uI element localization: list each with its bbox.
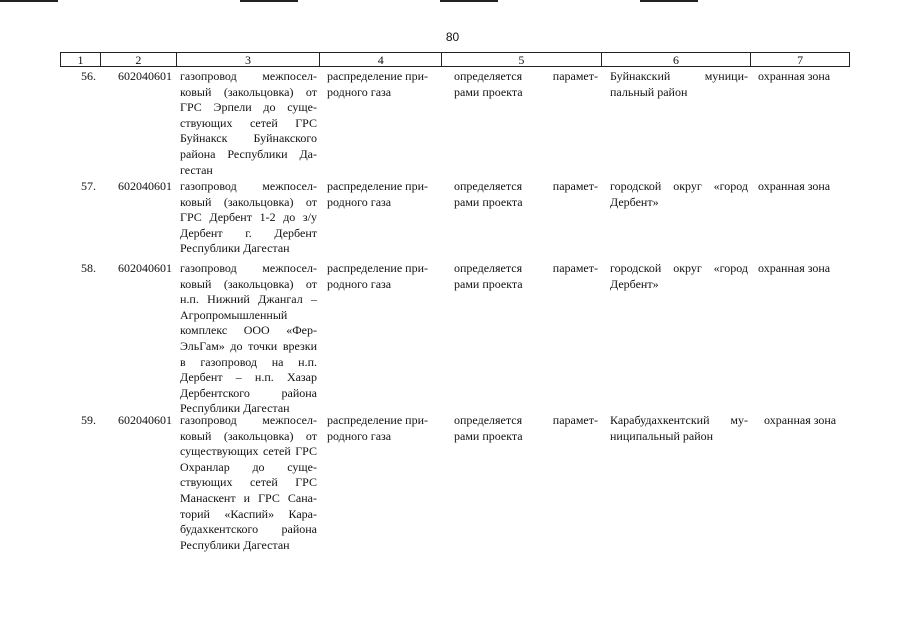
purpose-line-2: родного газа (327, 194, 392, 209)
top-rule (0, 0, 58, 2)
object-location: Карабудахкентский муниципальный район (610, 413, 748, 443)
parameters-word-b: парамет- (552, 69, 598, 83)
header-col-5: 5 (442, 53, 602, 66)
object-description: газопровод межпоселковый (закольцовка) от ГРС Эрпели до существующих сетей ГРС Буйнакск Буйнакского района Республики Дагестан (180, 69, 317, 177)
parameters-word-a: определяется (454, 179, 523, 193)
parameters-line-2: рами проекта (454, 194, 523, 209)
parameters-line-1 (454, 261, 598, 277)
object-code: 602040601 (118, 261, 172, 275)
parameters-line-2: рами проекта (454, 84, 523, 99)
parameters-line-1 (454, 179, 598, 195)
object-purpose (320, 261, 442, 411)
table-row (60, 261, 850, 416)
row-number: 58. (81, 261, 96, 275)
object-purpose (320, 179, 442, 259)
table-row (60, 413, 850, 553)
purpose-line-1: распределение при- (327, 179, 428, 193)
object-parameters (442, 261, 602, 411)
parameters-line-1 (454, 69, 598, 85)
object-purpose (320, 413, 442, 553)
object-description: газопровод межпоселковый (закольцовка) от н.п. Нижний Джангал – Агропромышленный комплекс ООО «ФерЭльГам» до точки врезки в газопровод на н.п. Дербент – н.п. Хазар Дербентского района Республики Дагестан (180, 261, 317, 416)
top-rule (640, 0, 698, 2)
parameters-word-a: определяется (454, 413, 523, 427)
object-code: 602040601 (118, 179, 172, 193)
row-number: 59. (81, 413, 96, 427)
parameters-word-a: определяется (454, 69, 523, 83)
parameters-line-1 (454, 413, 598, 429)
row-number: 57. (81, 179, 96, 193)
purpose-line-2: родного газа (327, 276, 392, 291)
purpose-line-2: родного газа (327, 84, 392, 99)
purpose-line-1: распределение при- (327, 413, 428, 427)
object-description: газопровод межпоселковый (закольцовка) от ГРС Дербент 1-2 до з/у Дербент г. Дербент Республики Дагестан (180, 179, 317, 256)
object-location: городской округ «город Дербент» (610, 261, 748, 291)
top-rule (240, 0, 298, 2)
row-number: 56. (81, 69, 96, 83)
top-rule (440, 0, 498, 2)
purpose-line-1: распределение при- (327, 261, 428, 275)
parameters-word-b: парамет- (552, 261, 598, 275)
object-parameters (442, 179, 602, 259)
object-location: Буйнакский муниципальный район (610, 69, 748, 99)
object-parameters (442, 413, 602, 553)
object-location: городской округ «город Дербент» (610, 179, 748, 209)
zone-type: охранная зона (758, 69, 831, 83)
object-parameters (442, 69, 602, 173)
header-col-6: 6 (602, 53, 752, 66)
header-col-4: 4 (320, 53, 442, 66)
purpose-line-2: родного газа (327, 428, 392, 443)
table-row (60, 179, 850, 259)
purpose-line-1: распределение при- (327, 69, 428, 83)
table-header (60, 52, 850, 67)
object-purpose (320, 69, 442, 173)
parameters-line-2: рами проекта (454, 276, 523, 291)
header-col-1: 1 (61, 53, 101, 66)
header-col-7: 7 (797, 53, 804, 67)
parameters-word-a: определяется (454, 261, 523, 275)
parameters-line-2: рами проекта (454, 428, 523, 443)
object-code: 602040601 (118, 413, 172, 427)
page-number: 80 (445, 30, 460, 44)
object-description: газопровод межпоселковый (закольцовка) от существующих сетей ГРС Охранлар до существующих сетей ГРС Манаскент и ГРС Санаторий «Каспий» Карабудахкентского района Республики Дагестан (180, 413, 317, 552)
registry-table (60, 52, 850, 553)
header-col-3: 3 (177, 53, 321, 66)
header-col-2: 2 (101, 53, 177, 66)
parameters-word-b: парамет- (552, 413, 598, 427)
zone-type: охранная зона (758, 261, 831, 275)
zone-type: охранная зона (758, 179, 831, 193)
parameters-word-b: парамет- (552, 179, 598, 193)
object-code: 602040601 (118, 69, 172, 83)
table-row (60, 69, 850, 177)
zone-type: охранная зона (764, 413, 837, 427)
